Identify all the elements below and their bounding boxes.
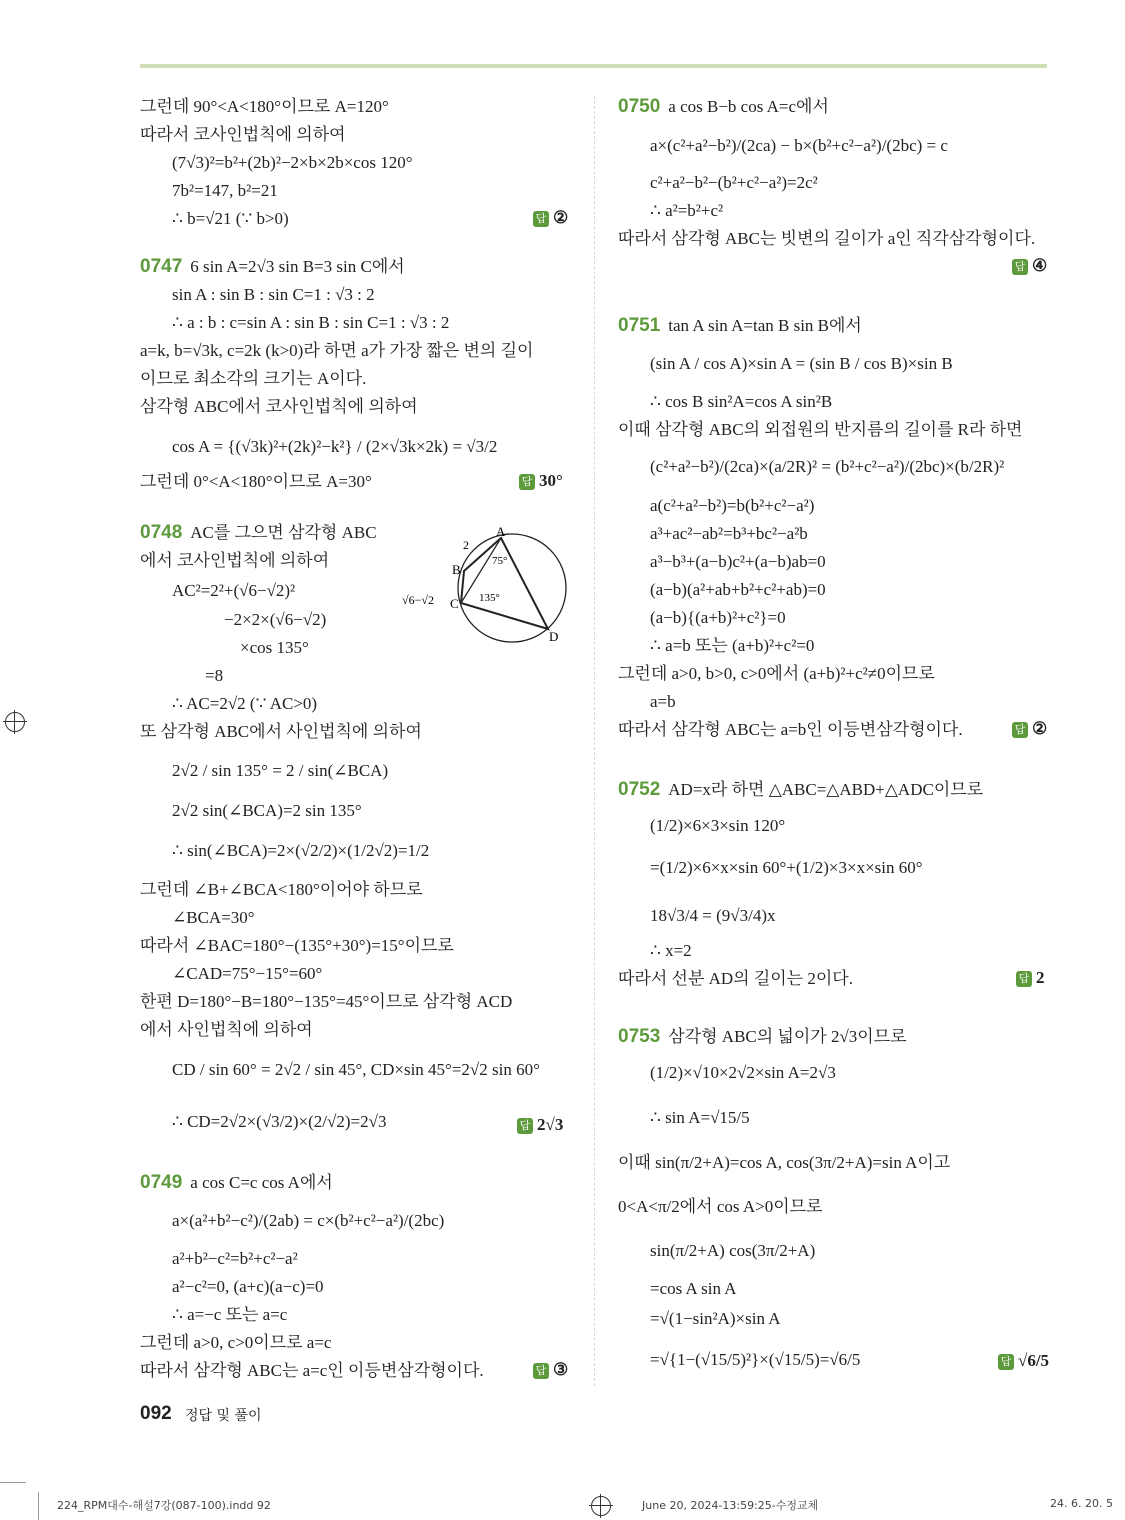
text-line: 그런데 0°<A<180°이므로 A=30° — [140, 472, 372, 491]
text-line: 0<A<π/2에서 cos A>0이므로 — [618, 1197, 823, 1216]
label-bc: √6−√2 — [402, 593, 434, 607]
problem-number: 0752 — [618, 779, 661, 800]
answer-value: 2 — [1036, 968, 1045, 987]
equation: a×(c²+a²−b²)/(2ca) − b×(b²+c²−a²)/(2bc) = c — [650, 136, 948, 155]
slug-filename: 224_RPM대수-해설7강(087-100).indd 92 — [57, 1499, 271, 1512]
equation: 18√3/4 = (9√3/4)x — [650, 906, 776, 925]
text-line: 그런데 ∠B+∠BCA<180°이어야 하므로 — [140, 880, 423, 899]
answer-0753 — [998, 1351, 1049, 1371]
problem-0753 — [618, 1026, 907, 1048]
equation: ∠CAD=75°−15°=60° — [172, 964, 323, 983]
text: 삼각형 ABC의 넓이가 2√3이므로 — [668, 1027, 907, 1046]
problem-number: 0748 — [140, 522, 183, 543]
answer-0749 — [533, 1360, 568, 1380]
equation: ∴ a : b : c=sin A : sin B : sin C=1 : √3 : 2 — [172, 313, 450, 332]
answer-badge: 답 — [1016, 971, 1032, 987]
text-line: 그런데 90°<A<180°이므로 A=120° — [140, 97, 389, 116]
equation: (7√3)²=b²+(2b)²−2×b×2b×cos 120° — [172, 153, 413, 172]
answer-value: ③ — [553, 1360, 569, 1379]
equation: ∴ cos B sin²A=cos A sin²B — [650, 392, 833, 411]
text-line: 이때 sin(π/2+A)=cos A, cos(3π/2+A)=sin A이고 — [618, 1153, 951, 1172]
equation: ∴ a²=b²+c² — [650, 201, 724, 220]
text-line: 에서 사인법칙에 의하여 — [140, 1020, 313, 1039]
text: AD=x라 하면 △ABC=△ABD+△ADC이므로 — [668, 780, 984, 799]
problem-number: 0751 — [618, 315, 661, 336]
answer-badge: 답 — [533, 1363, 549, 1379]
text-line: 또 삼각형 ABC에서 사인법칙에 의하여 — [140, 722, 422, 741]
text-line: 따라서 코사인법칙에 의하여 — [140, 125, 346, 144]
equation: a²+b²−c²=b²+c²−a² — [172, 1249, 298, 1268]
text-line: 삼각형 ABC에서 코사인법칙에 의하여 — [140, 397, 418, 416]
answer-value: 30° — [539, 471, 563, 490]
equation: 2√2 sin(∠BCA)=2 sin 135° — [172, 801, 362, 820]
answer-value: ② — [553, 208, 569, 227]
slug-timestamp: June 20, 2024-13:59:25-수정교체 — [642, 1499, 819, 1512]
crop-mark — [0, 1482, 26, 1483]
column-divider — [594, 96, 596, 1386]
equation: =cos A sin A — [650, 1279, 737, 1298]
equation: a³−b³+(a−b)c²+(a−b)ab=0 — [650, 552, 826, 571]
equation: a²−c²=0, (a+c)(a−c)=0 — [172, 1277, 324, 1296]
text-line: a=k, b=√3k, c=2k (k>0)라 하면 a가 가장 짧은 변의 길이 — [140, 341, 534, 360]
page-number: 092 — [140, 1403, 172, 1424]
equation: c²+a²−b²−(b²+c²−a²)=2c² — [650, 173, 818, 192]
equation: CD / sin 60° = 2√2 / sin 45°, CD×sin 45°=2√2 sin 60° — [172, 1060, 540, 1079]
label-a: A — [496, 524, 506, 539]
answer-badge: 답 — [1012, 722, 1028, 738]
equation: ∴ sin A=√15/5 — [650, 1108, 750, 1127]
label-ab: 2 — [463, 538, 469, 552]
equation: cos A = {(√3k)²+(2k)²−k²} / (2×√3k×2k) = √3/2 — [172, 437, 498, 456]
equation: (a−b)(a²+ab+b²+c²+ab)=0 — [650, 580, 826, 599]
answer-0748 — [517, 1115, 563, 1135]
answer-value: ④ — [1032, 256, 1048, 275]
equation: ∠BCA=30° — [172, 908, 255, 927]
problem-0748 — [140, 522, 377, 544]
answer-badge: 답 — [519, 474, 535, 490]
equation: ×cos 135° — [240, 638, 309, 657]
answer-badge: 답 — [533, 211, 549, 227]
label-b: B — [452, 562, 461, 577]
equation: −2×2×(√6−√2) — [224, 610, 327, 629]
registration-mark-icon — [5, 712, 25, 732]
text-line: 따라서 삼각형 ABC는 빗변의 길이가 a인 직각삼각형이다. — [618, 229, 1036, 248]
text: a cos C=c cos A에서 — [190, 1173, 333, 1192]
label-angle-a: 75° — [492, 555, 508, 567]
text-line: 따라서 선분 AD의 길이는 2이다. — [618, 969, 853, 988]
text: tan A sin A=tan B sin B에서 — [668, 316, 862, 335]
answer-value: 2√3 — [537, 1115, 564, 1134]
equation: (sin A / cos A)×sin A = (sin B / cos B)×sin B — [650, 354, 953, 373]
text-line: 그런데 a>0, b>0, c>0에서 (a+b)²+c²≠0이므로 — [618, 664, 935, 683]
equation: AC²=2²+(√6−√2)² — [172, 581, 296, 600]
equation: sin A : sin B : sin C=1 : √3 : 2 — [172, 285, 375, 304]
answer-0750 — [1012, 256, 1047, 276]
problem-0747 — [140, 256, 405, 278]
equation: ∴ CD=2√2×(√3/2)×(2/√2)=2√3 — [172, 1112, 387, 1131]
slug-date: 24. 6. 20. 5 — [1050, 1497, 1113, 1510]
problem-number: 0747 — [140, 256, 183, 277]
equation: =√{1−(√15/5)²}×(√15/5)=√6/5 — [650, 1350, 861, 1369]
label-c: C — [450, 596, 459, 611]
equation: a(c²+a²−b²)=b(b²+c²−a²) — [650, 496, 815, 515]
registration-mark-icon — [591, 1496, 611, 1516]
problem-0750 — [618, 96, 829, 118]
equation: =8 — [205, 666, 224, 685]
circle-quadrilateral-figure — [400, 520, 580, 650]
text-line: 따라서 삼각형 ABC는 a=c인 이등변삼각형이다. — [140, 1361, 484, 1380]
text-line: 따라서 삼각형 ABC는 a=b인 이등변삼각형이다. — [618, 720, 963, 739]
answer-0746 — [533, 208, 568, 228]
text-line: 이때 삼각형 ABC의 외접원의 반지름의 길이를 R라 하면 — [618, 420, 1023, 439]
problem-0752 — [618, 779, 983, 801]
text-line: 에서 코사인법칙에 의하여 — [140, 551, 330, 570]
equation: ∴ a=b 또는 (a+b)²+c²=0 — [650, 636, 815, 655]
problem-0751 — [618, 315, 862, 337]
equation: ∴ sin(∠BCA)=2×(√2/2)×(1/2√2)=1/2 — [172, 841, 430, 860]
equation: a=b — [650, 692, 676, 711]
equation: ∴ AC=2√2 (∵ AC>0) — [172, 694, 318, 713]
equation: 7b²=147, b²=21 — [172, 181, 278, 200]
answer-0747 — [519, 471, 563, 491]
equation: (a−b){(a+b)²+c²}=0 — [650, 608, 786, 627]
equation: (1/2)×√10×2√2×sin A=2√3 — [650, 1063, 836, 1082]
text: 6 sin A=2√3 sin B=3 sin C에서 — [190, 257, 405, 276]
text-line: 그런데 a>0, c>0이므로 a=c — [140, 1333, 332, 1352]
equation: (1/2)×6×3×sin 120° — [650, 816, 786, 835]
equation: ∴ x=2 — [650, 941, 692, 960]
text-line: 따라서 ∠BAC=180°−(135°+30°)=15°이므로 — [140, 936, 454, 955]
text: AC를 그으면 삼각형 ABC — [190, 523, 377, 542]
text: a cos B−b cos A=c에서 — [668, 97, 829, 116]
problem-number: 0753 — [618, 1026, 661, 1047]
equation: =(1/2)×6×x×sin 60°+(1/2)×3×x×sin 60° — [650, 858, 923, 877]
equation: ∴ b=√21 (∵ b>0) — [172, 209, 289, 228]
answer-0751 — [1012, 719, 1047, 739]
answer-0752 — [1016, 968, 1045, 988]
label-d: D — [549, 629, 559, 644]
problem-number: 0749 — [140, 1172, 183, 1193]
answer-value: ② — [1032, 719, 1048, 738]
equation: 2√2 / sin 135° = 2 / sin(∠BCA) — [172, 761, 389, 780]
answer-value: √6/5 — [1018, 1351, 1050, 1370]
problem-0749 — [140, 1172, 333, 1194]
quadrilateral-abcd — [461, 538, 548, 629]
header-rule — [140, 64, 1047, 68]
text-line: 한편 D=180°−B=180°−135°=45°이므로 삼각형 ACD — [140, 992, 513, 1011]
answer-badge: 답 — [998, 1354, 1014, 1370]
page-section-label: 정답 및 풀이 — [185, 1408, 262, 1424]
label-angle-b: 135° — [479, 592, 500, 604]
crop-mark — [38, 1492, 39, 1520]
equation: a³+ac²−ab²=b³+bc²−a²b — [650, 524, 808, 543]
equation: sin(π/2+A) cos(3π/2+A) — [650, 1241, 816, 1260]
equation: a×(a²+b²−c²)/(2ab) = c×(b²+c²−a²)/(2bc) — [172, 1211, 445, 1230]
equation: =√(1−sin²A)×sin A — [650, 1309, 781, 1328]
answer-badge: 답 — [1012, 259, 1028, 275]
equation: ∴ a=−c 또는 a=c — [172, 1305, 288, 1324]
circumcircle — [458, 534, 566, 642]
problem-number: 0750 — [618, 96, 661, 117]
equation: (c²+a²−b²)/(2ca)×(a/2R)² = (b²+c²−a²)/(2bc)×(b/2R)² — [650, 457, 1005, 476]
answer-badge: 답 — [517, 1118, 533, 1134]
text-line: 이므로 최소각의 크기는 A이다. — [140, 369, 367, 388]
